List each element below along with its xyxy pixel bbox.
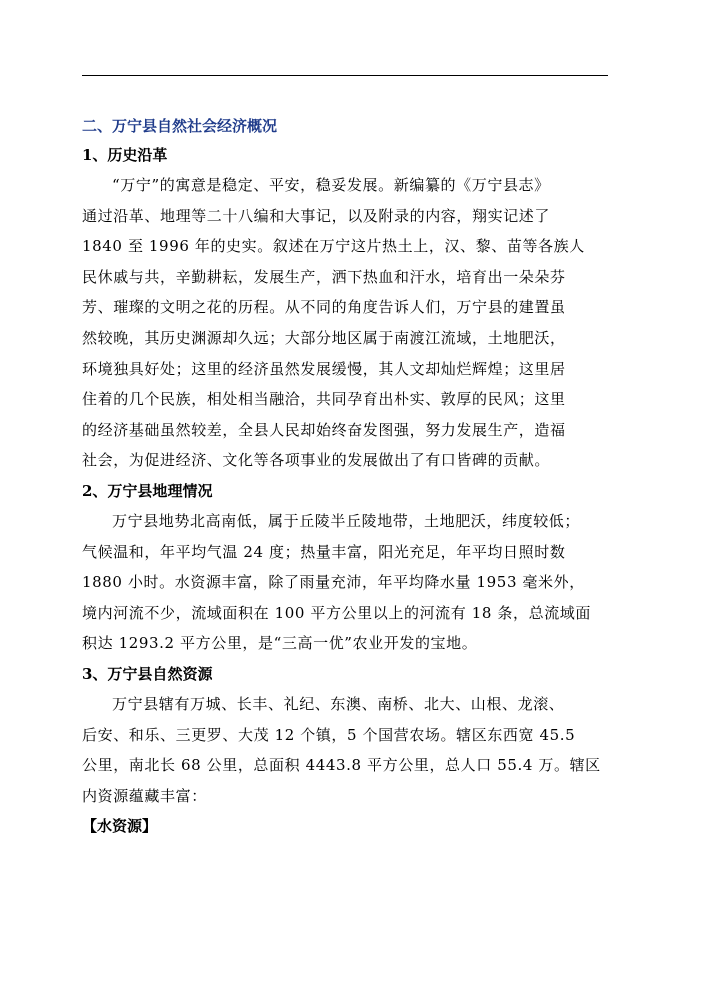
geography-line: 1880 小时。水资源丰富，除了雨量充沛，年平均降水量 1953 毫米外，	[82, 573, 585, 592]
history-line: 环境独具好处；这里的经济虽然发展缓慢，其人文却灿烂辉煌；这里居	[82, 359, 566, 378]
history-line: 1840 至 1996 年的史实。叙述在万宁这片热土上，汉、黎、苗等各族人	[82, 237, 585, 256]
geography-line: 积达 1293.2 平方公里，是“三高一优”农业开发的宝地。	[82, 634, 478, 653]
resources-title: 3、万宁县自然资源	[82, 664, 213, 683]
history-title: 1、历史沿革	[82, 146, 168, 164]
history-line: 的经济基础虽然较差，全县人民却始终奋发图强，努力发展生产，造福	[82, 420, 566, 439]
geography-line: 境内河流不少，流域面积在 100 平方公里以上的河流有 18 条，总流域面	[82, 603, 591, 622]
geography-line: 气候温和，年平均气温 24 度；热量丰富，阳光充足，年平均日照时数	[82, 542, 566, 561]
history-line: 住着的几个民族，相处相当融洽，共同孕育出朴实、敦厚的民风；这里	[82, 390, 566, 409]
history-line: 芳、璀璨的文明之花的历程。从不同的角度告诉人们，万宁县的建置虽	[82, 298, 566, 317]
resources-paragraph	[82, 689, 608, 811]
history-line: 然较晚，其历史渊源却久远；大部分地区属于南渡江流域，土地肥沃，	[82, 328, 566, 347]
geography-paragraph	[82, 506, 608, 659]
resources-line: 万宁县辖有万城、长丰、礼纪、东澳、南桥、北大、山根、龙滚、	[112, 694, 565, 713]
resources-line: 公里，南北长 68 公里，总面积 4443.8 平方公里，总人口 55.4 万。辖区	[82, 756, 601, 775]
water-resources-heading: 【水资源】	[82, 817, 158, 836]
section-heading: 二、万宁县自然社会经济概况	[82, 117, 278, 135]
history-line: 社会，为促进经济、文化等各项事业的发展做出了有口皆碑的贡献。	[82, 451, 551, 470]
resources-line: 内资源蕴藏丰富：	[82, 786, 207, 805]
history-line: 通过沿革、地理等二十八编和大事记，以及附录的内容，翔实记述了	[82, 206, 551, 225]
history-line: “万宁”的寓意是稳定、平安，稳妥发展。新编纂的《万宁县志》	[112, 176, 550, 194]
history-paragraph	[82, 170, 608, 476]
document-body	[82, 112, 608, 841]
geography-line: 万宁县地势北高南低，属于丘陵半丘陵地带，土地肥沃，纬度较低；	[112, 511, 581, 530]
header-rule	[82, 75, 608, 76]
geography-title: 2、万宁县地理情况	[82, 481, 213, 500]
history-line: 民休戚与共，辛勤耕耘，发展生产，洒下热血和汗水，培育出一朵朵芬	[82, 267, 566, 286]
resources-line: 后安、和乐、三更罗、大茂 12 个镇，5 个国营农场。辖区东西宽 45.5	[82, 725, 576, 744]
